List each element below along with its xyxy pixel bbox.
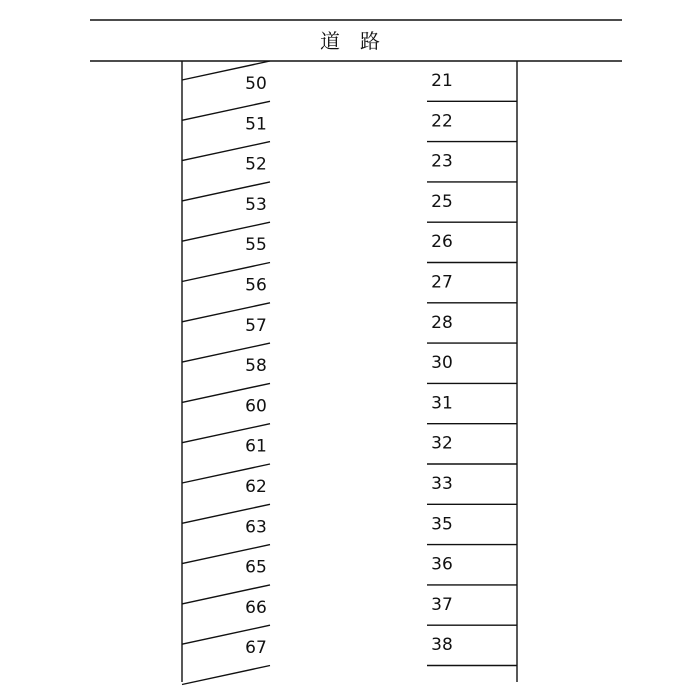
left-stall-number: 57 — [245, 315, 267, 336]
left-stall-number: 67 — [245, 638, 267, 659]
left-stall-divider — [182, 666, 270, 685]
left-stall-number: 52 — [245, 154, 267, 175]
right-stall-number: 26 — [431, 232, 453, 253]
right-stall-number: 21 — [431, 71, 453, 91]
right-stall-number: 25 — [431, 191, 453, 212]
left-stall-number: 58 — [245, 356, 267, 377]
right-stall-number: 22 — [431, 111, 453, 132]
left-stall-row — [182, 61, 270, 685]
left-stall-number: 51 — [245, 114, 267, 135]
right-stall-number: 32 — [431, 433, 453, 454]
right-stall-number: 28 — [431, 312, 453, 333]
left-stall-number: 65 — [245, 557, 267, 578]
right-stall-number: 23 — [431, 151, 453, 172]
left-stall-number: 55 — [245, 235, 267, 256]
left-stall-number: 63 — [245, 517, 267, 538]
left-stall-number: 60 — [245, 396, 267, 417]
left-stall-number: 62 — [245, 477, 267, 497]
left-stall-number: 61 — [245, 436, 267, 457]
right-stall-number: 31 — [431, 393, 453, 414]
right-stall-row — [427, 71, 517, 666]
right-stall-number: 37 — [431, 594, 453, 615]
left-stall-number: 56 — [245, 275, 267, 296]
right-stall-number: 27 — [431, 272, 453, 293]
right-stall-number: 38 — [431, 635, 453, 656]
left-stall-number: 53 — [245, 194, 267, 215]
right-stall-number: 35 — [431, 514, 453, 535]
left-stall-number: 66 — [245, 597, 267, 618]
right-stall-number: 36 — [431, 554, 453, 575]
left-stall-number: 50 — [245, 74, 267, 94]
road-label: 道 路 — [320, 29, 380, 53]
right-stall-number: 33 — [431, 474, 453, 494]
right-stall-number: 30 — [431, 353, 453, 374]
